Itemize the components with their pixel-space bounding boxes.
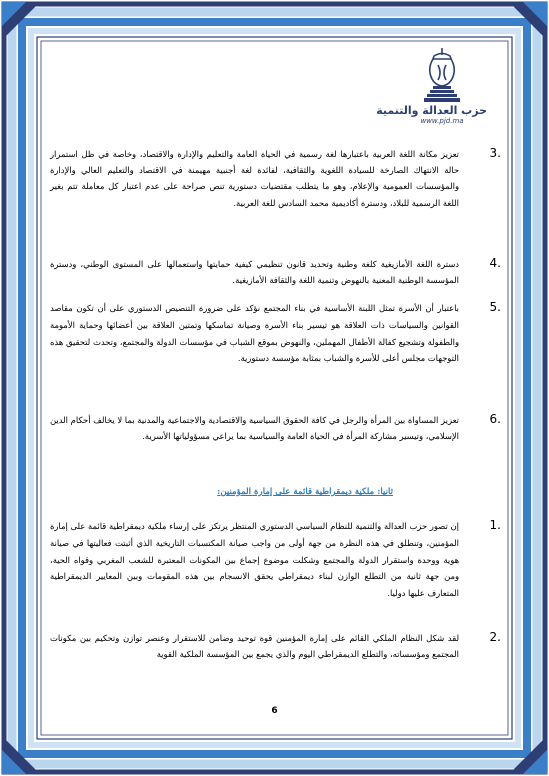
item-number: 2. xyxy=(489,630,501,644)
party-name: حزب العدالة والتنمية xyxy=(376,104,487,117)
section-heading: ثانيا: ملكية ديمقراطية قائمة على إمارة المؤمنين: xyxy=(217,487,393,497)
item-text: باعتبار أن الأسرة تمثل اللبنة الأساسية في بناء المجتمع نؤكد على ضرورة التنصيص الدستوري على أن تكون مقاصد القوانين والسياسات ذات العلاقة هو تيسير بناء الأسرة وصيانة تماسكها وتمتين العلاقة بين أعضائها وحماية الأمومة والطفولة وتشجيع كفالة الأطفال المهملين، والنهوض بموقع الشباب في مؤسسات الدولة والمجتمع، وتحدث لتحقيق هذه التوجهات مجلس أعلى للأسرة والشباب بمثابة مؤسسة دستورية. xyxy=(50,303,459,364)
party-logo xyxy=(376,47,487,133)
list-item xyxy=(44,146,505,211)
item-number: 5. xyxy=(489,300,501,314)
lamp-icon xyxy=(420,47,464,103)
item-number: 3. xyxy=(489,146,501,160)
item-number: 4. xyxy=(489,256,501,270)
item-text: لقد شكل النظام الملكي القائم على إمارة المؤمنين قوة توحيد وضامن للاستقرار وعنصر توازن وتحكيم بين مكونات المجتمع ومؤسساته، والتطلع الديمقراطي اليوم والذي يجمع بين المؤسسة الملكية القوية xyxy=(50,633,459,660)
list-item xyxy=(44,300,505,367)
list-item xyxy=(44,256,505,288)
item-text: تعزيز مكانة اللغة العربية باعتبارها لغة رسمية في الحياة العامة والتعليم والإدارة والاقتصاد، وخاصة في ظل استمرار حالة الانتهاك الصارخة للسيادة اللغوية والثقافية، لفائدة لغة أجنبية مهيمنة في الاقتصاد والتعليم العالي والإدارة والمؤسسات العمومية والإعلام، وهو ما يتطلب مقتضيات دستورية تنص صراحة على عدم اعتبار كل معاملة تتم بغير اللغة الرسمية للبلاد، ودسترة أكاديمية محمد السادس للغة العربية. xyxy=(50,149,459,208)
list-item xyxy=(44,630,505,662)
item-text: دسترة اللغة الأمازيغية كلغة وطنية وتحديد قانون تنظيمي كيفية حمايتها واستعمالها على المستوى الوطني، ودسترة المؤسسة الوطنية المعنية بالنهوض وتنمية اللغة والثقافة الأمازيغية. xyxy=(50,259,459,286)
page-number: 6 xyxy=(271,706,278,716)
list-item xyxy=(44,412,505,444)
page-content-area xyxy=(44,44,505,732)
item-text: إن تصور حزب العدالة والتنمية للنظام السياسي الدستوري المنتظر يرتكز على إرساء ملكية ديمقراطية قائمة على إمارة المؤمنين، وتنطلق في هذه النظرة من جهة أولى من واجب صيانة المكتسبات التاريخية الذي أثبتت فعاليتها في صيانة هوية ووحدة واستقرار الدولة والمجتمع وشكلت موضوع إجماع بين المكونات المعتبرة للشعب المغربي وقواه الحية، ومن جهة ثانية من التطلع الوازن لبناء ديمقراطي يحقق الانسجام بين هذه المقومات وبين المعايير الديمقراطية المتعارف عليها دوليا. xyxy=(50,521,459,599)
website-url: www.pjd.ma xyxy=(420,117,464,125)
item-number: 1. xyxy=(489,518,501,532)
item-text: تعزيز المساواة بين المرأة والرجل في كافة الحقوق السياسية والاقتصادية والاجتماعية والمدنية بما لا يخالف أحكام الدين الإسلامي، وتيسير مشاركة المرأة في الحياة العامة والسياسية بما يراعي مسؤولياتها الأسرية. xyxy=(50,415,459,442)
item-number: 6. xyxy=(489,412,501,426)
list-item xyxy=(44,518,505,602)
